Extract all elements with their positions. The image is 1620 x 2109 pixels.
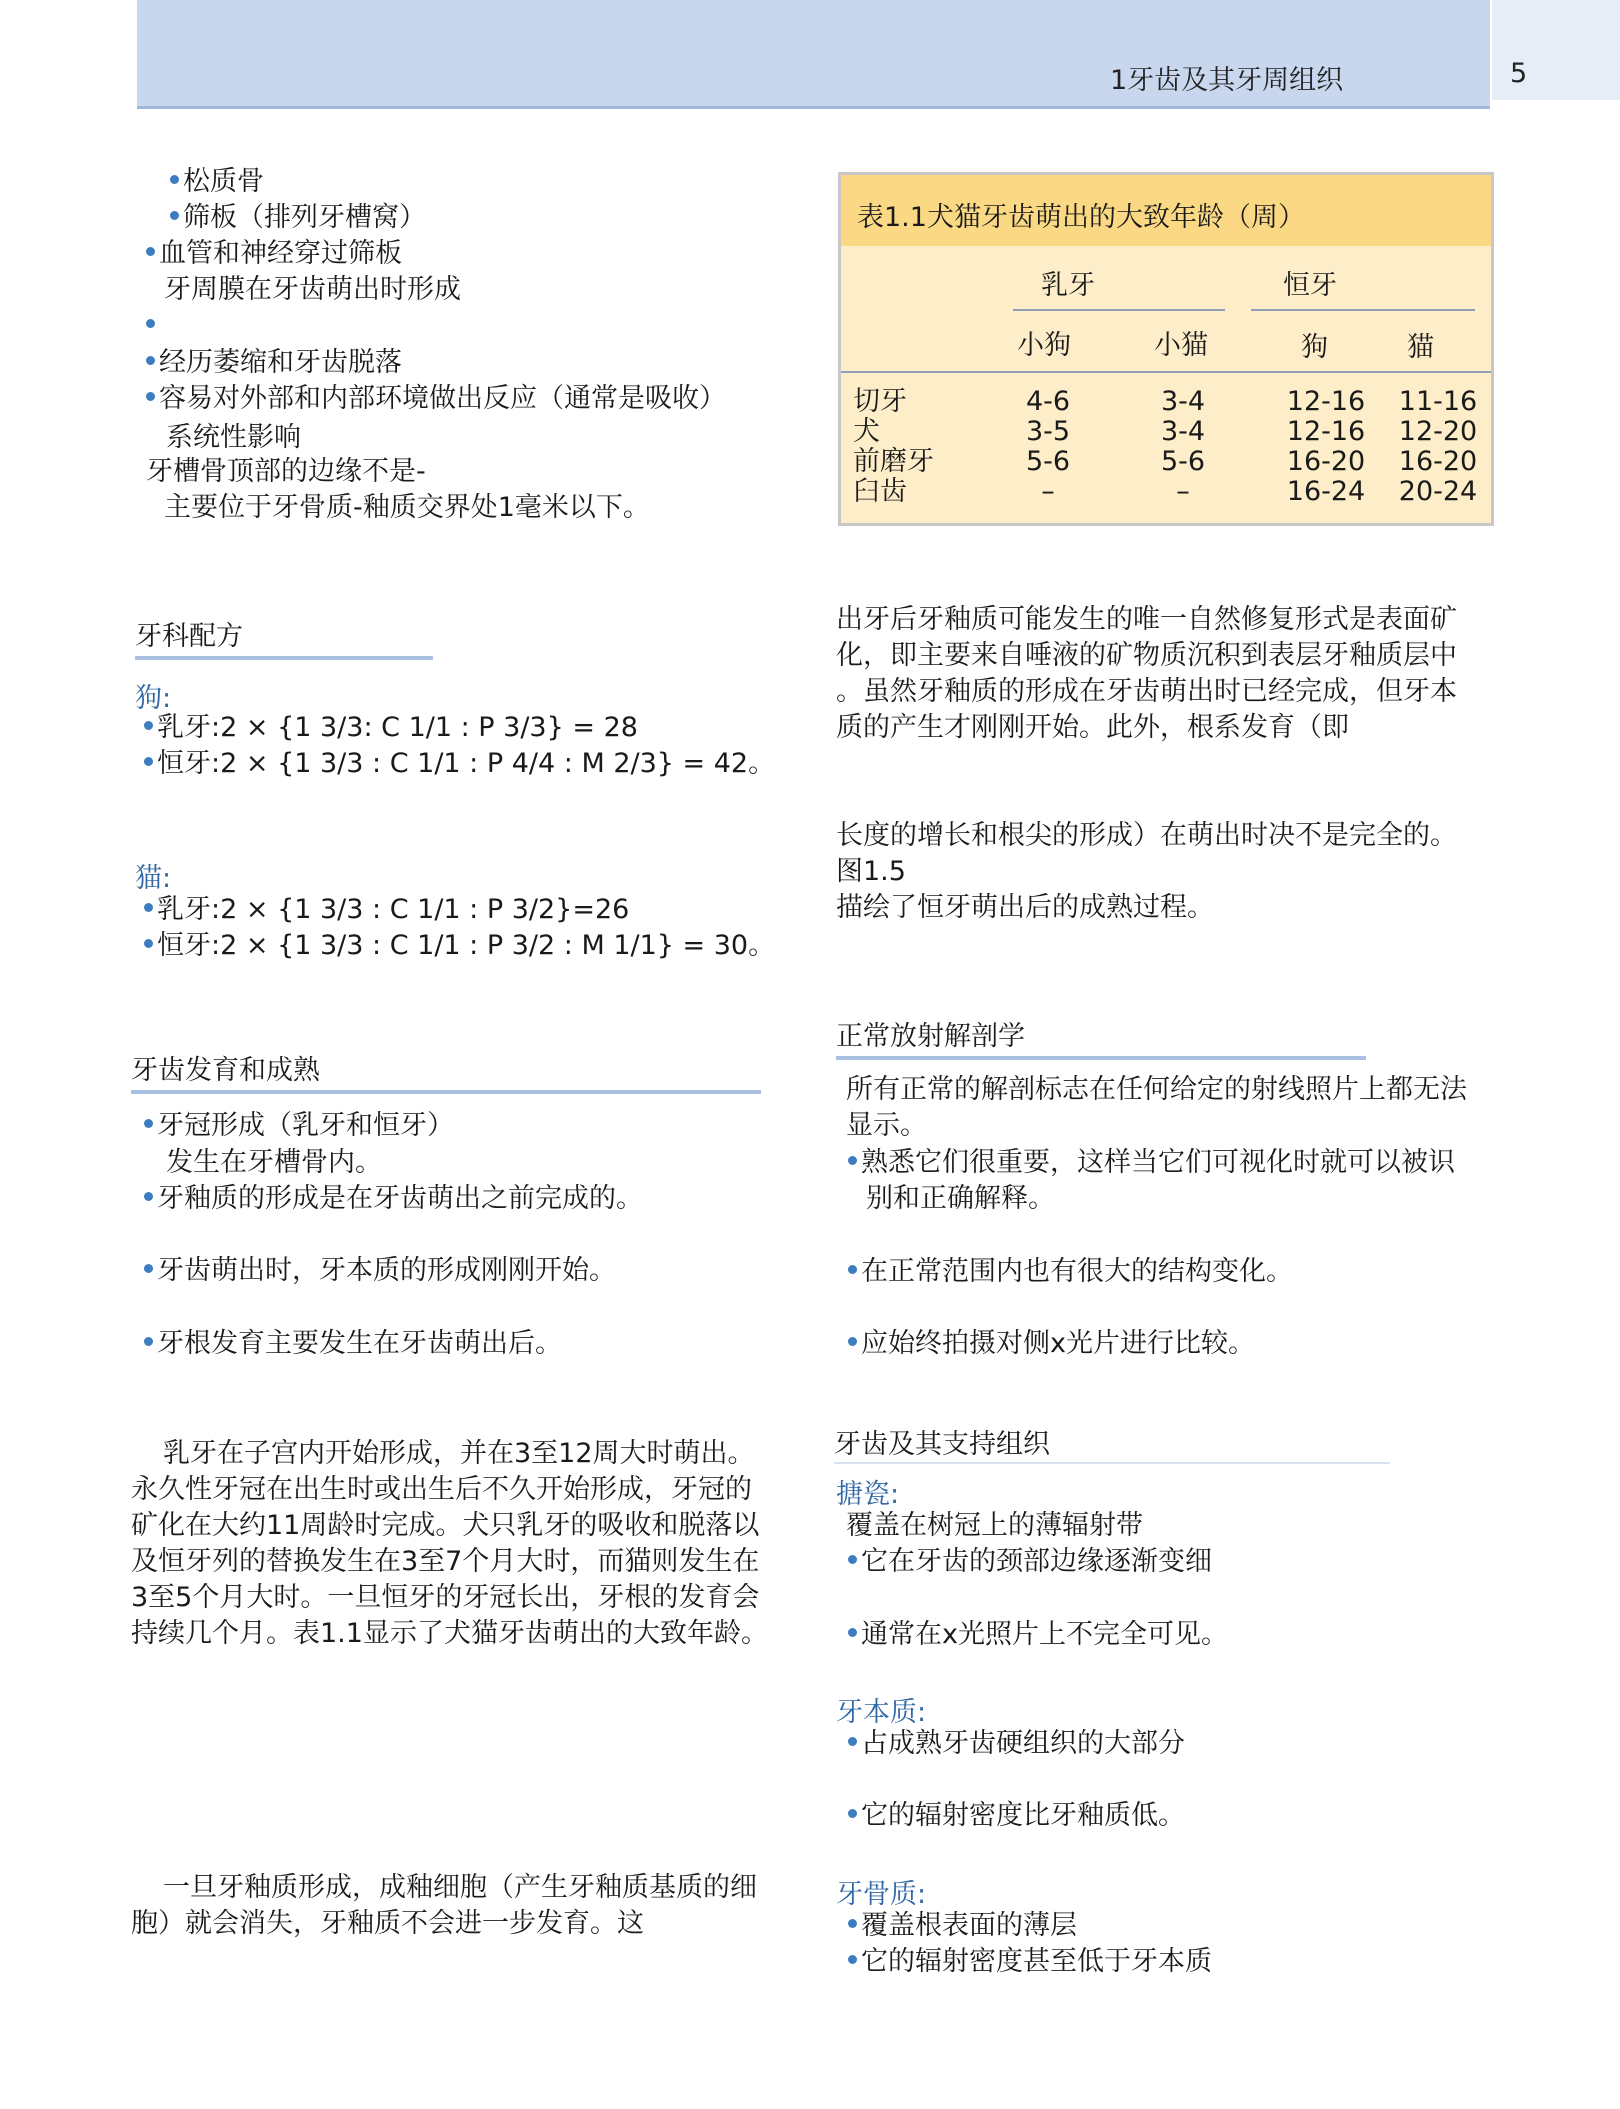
list-item: 显示。 [846, 1110, 927, 1141]
table-cell: 20-24 [1398, 476, 1478, 507]
bullet-icon [146, 356, 155, 365]
row-label: 前磨牙 [853, 446, 934, 477]
bullet-icon [848, 1919, 857, 1928]
bullet-icon [144, 1119, 153, 1128]
list-item: 牙周膜在牙齿萌出时形成 [164, 274, 461, 305]
list-item: 它的辐射密度甚至低于牙本质 [848, 1944, 1212, 1980]
paragraph [131, 1870, 757, 1942]
bullet-icon [146, 392, 155, 401]
bullet-icon [144, 1264, 153, 1273]
para-line: 图1.5 [836, 856, 906, 887]
heading-rule [131, 1090, 761, 1094]
list-item: 主要位于牙骨质-釉质交界处1毫米以下。 [164, 492, 650, 523]
para-line: 3至5个月大时。一旦恒牙的牙冠长出，牙根的发育会 [131, 1582, 760, 1613]
list-item: 所有正常的解剖标志在任何给定的射线照片上都无法 [846, 1074, 1467, 1105]
paragraph [836, 818, 1457, 926]
group-header-deciduous: 乳牙 [1041, 270, 1095, 301]
formula-line: 恒牙:2 × {1 3/3 : C 1/1 : P 4/4 : M 2/3} = 42。 [144, 746, 775, 782]
page-number: 5 [1510, 58, 1528, 89]
table-title: 表1.1犬猫牙齿萌出的大致年龄（周） [857, 202, 1305, 233]
bullet-icon [146, 319, 155, 328]
para-line: 永久性牙冠在出生时或出生后不久开始形成，牙冠的 [131, 1474, 752, 1505]
header-separator [841, 371, 1491, 373]
para-line: 矿化在大约11周龄时完成。犬只乳牙的吸收和脱落以 [131, 1510, 760, 1541]
table-cell: 16-20 [1286, 446, 1366, 477]
list-item: 牙齿萌出时，牙本质的形成刚刚开始。 [144, 1253, 616, 1289]
para-line: 长度的增长和根尖的形成）在萌出时决不是完全的。 [836, 820, 1457, 851]
list-item: 熟悉它们很重要，这样当它们可视化时就可以被识 [848, 1145, 1455, 1181]
list-item: 系统性影响 [166, 422, 301, 453]
formula-line: 恒牙:2 × {1 3/3 : C 1/1 : P 3/2 : M 1/1} = 30。 [144, 928, 775, 964]
para-line: 描绘了恒牙萌出后的成熟过程。 [836, 892, 1214, 923]
heading-rule [135, 656, 433, 660]
para-line: 出牙后牙釉质可能发生的唯一自然修复形式是表面矿 [836, 604, 1457, 635]
list-item [146, 308, 159, 344]
para-line: 乳牙在子宫内开始形成，并在3至12周大时萌出。 [163, 1438, 755, 1469]
bullet-icon [170, 175, 179, 184]
list-item: 应始终拍摄对侧x光片进行比较。 [848, 1326, 1255, 1362]
formula-line: 乳牙:2 × {1 3/3: C 1/1 : P 3/3} = 28 [144, 710, 638, 746]
column-values [1383, 387, 1493, 507]
list-item: 它的辐射密度比牙釉质低。 [848, 1798, 1185, 1834]
list-item: 覆盖在树冠上的薄辐射带 [846, 1510, 1143, 1541]
table-cell: 4-6 [1025, 386, 1071, 417]
row-label: 臼齿 [853, 476, 907, 507]
row-label: 切牙 [853, 386, 907, 417]
bullet-icon [848, 1955, 857, 1964]
bullet-icon [848, 1265, 857, 1274]
bullet-icon [848, 1555, 857, 1564]
bullet-icon [848, 1737, 857, 1746]
formula-line: 乳牙:2 × {1 3/3 : C 1/1 : P 3/2}=26 [144, 892, 629, 928]
paragraph [131, 1436, 768, 1652]
section-heading-radiology: 正常放射解剖学 [836, 1021, 1025, 1052]
enamel-label: 搪瓷: [836, 1479, 900, 1510]
group-rule [1251, 309, 1475, 311]
list-item: 血管和神经穿过筛板 [146, 236, 402, 272]
table-cell: – [1176, 476, 1190, 507]
table-cell: 16-24 [1286, 476, 1366, 507]
para-line: 胞）就会消失，牙釉质不会进一步发育。这 [131, 1908, 644, 1939]
bullet-icon [144, 721, 153, 730]
table-cell: 3-4 [1160, 416, 1206, 447]
para-line: 一旦牙釉质形成，成釉细胞（产生牙釉质基质的细 [163, 1872, 757, 1903]
column-values [1271, 387, 1381, 507]
dentin-label: 牙本质: [836, 1697, 927, 1728]
bullet-icon [848, 1628, 857, 1637]
list-item: 经历萎缩和牙齿脱落 [146, 345, 402, 381]
table-cell: 5-6 [1025, 446, 1071, 477]
group-header-permanent: 恒牙 [1283, 270, 1337, 301]
row-label: 犬 [853, 416, 880, 447]
section-heading-formula: 牙科配方 [135, 621, 243, 652]
list-item: 容易对外部和内部环境做出反应（通常是吸收） [146, 381, 726, 417]
bullet-icon [146, 247, 155, 256]
bullet-icon [144, 757, 153, 766]
list-item: 占成熟牙齿硬组织的大部分 [848, 1726, 1185, 1762]
table-cell: 12-16 [1286, 416, 1366, 447]
list-item: 松质骨 [170, 164, 264, 200]
table-cell: 3-5 [1025, 416, 1071, 447]
list-item: 别和正确解释。 [866, 1183, 1055, 1214]
bullet-icon [144, 1337, 153, 1346]
bullet-icon [848, 1809, 857, 1818]
column-header: 狗 [1301, 332, 1328, 363]
bullet-icon [144, 903, 153, 912]
section-heading-support: 牙齿及其支持组织 [834, 1429, 1050, 1460]
column-values [1003, 387, 1093, 507]
paragraph [836, 602, 1457, 746]
eruption-table [838, 172, 1494, 526]
bullet-icon [144, 1192, 153, 1201]
list-item: 覆盖根表面的薄层 [848, 1908, 1077, 1944]
column-header: 小猫 [1154, 330, 1208, 361]
para-line: 持续几个月。表1.1显示了犬猫牙齿萌出的大致年龄。 [131, 1618, 768, 1649]
para-line: 。虽然牙釉质的形成在牙齿萌出时已经完成，但牙本 [836, 676, 1457, 707]
group-rule [1013, 309, 1225, 311]
list-item: 牙釉质的形成是在牙齿萌出之前完成的。 [144, 1181, 643, 1217]
para-line: 及恒牙列的替换发生在3至7个月大时，而猫则发生在 [131, 1546, 760, 1577]
list-item: 在正常范围内也有很大的结构变化。 [848, 1254, 1293, 1290]
dog-label: 狗: [135, 683, 172, 714]
table-cell: – [1041, 476, 1055, 507]
bullet-icon [144, 939, 153, 948]
column-header: 小狗 [1017, 330, 1071, 361]
para-line: 质的产生才刚刚开始。此外，根系发育（即 [836, 712, 1349, 743]
section-heading-development: 牙齿发育和成熟 [131, 1055, 320, 1086]
para-line: 化，即主要来自唾液的矿物质沉积到表层牙釉质层中 [836, 640, 1457, 671]
list-item: 它在牙齿的颈部边缘逐渐变细 [848, 1544, 1212, 1580]
table-cell: 11-16 [1398, 386, 1478, 417]
column-values [1138, 387, 1228, 507]
list-item: 牙根发育主要发生在牙齿萌出后。 [144, 1326, 562, 1362]
bullet-icon [848, 1337, 857, 1346]
cementum-label: 牙骨质: [836, 1879, 927, 1910]
list-item: 筛板（排列牙槽窝） [170, 200, 426, 236]
row-labels [853, 387, 934, 507]
table-cell: 5-6 [1160, 446, 1206, 477]
table-cell: 16-20 [1398, 446, 1478, 477]
heading-rule [834, 1462, 1390, 1464]
table-cell: 3-4 [1160, 386, 1206, 417]
table-cell: 12-16 [1286, 386, 1366, 417]
list-item: 牙槽骨顶部的边缘不是- [146, 456, 426, 487]
list-item: 通常在x光照片上不完全可见。 [848, 1617, 1228, 1653]
running-header-title: 1牙齿及其牙周组织 [1110, 65, 1344, 96]
list-item: 发生在牙槽骨内。 [166, 1147, 382, 1178]
column-header: 猫 [1407, 332, 1434, 363]
list-item: 牙冠形成（乳牙和恒牙） [144, 1108, 454, 1144]
table-cell: 12-20 [1398, 416, 1478, 447]
bullet-icon [170, 211, 179, 220]
cat-label: 猫: [135, 863, 172, 894]
heading-rule [836, 1056, 1366, 1060]
bullet-icon [848, 1156, 857, 1165]
